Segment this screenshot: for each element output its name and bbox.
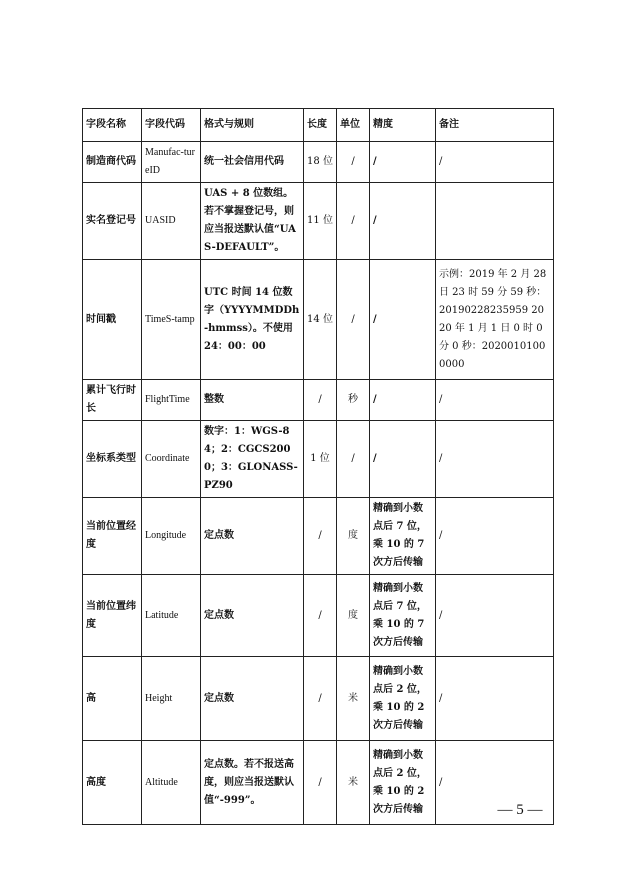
precision-cell: 精确到小数点后 2 位，乘 10 的 2 次方后传输	[370, 741, 436, 825]
table-row	[83, 260, 554, 380]
field-name-cell: 实名登记号	[83, 183, 142, 260]
field-code-cell: TimeS-tamp	[142, 260, 201, 380]
header-field-code: 字段代码	[142, 109, 201, 142]
length-cell: 14 位	[304, 260, 337, 380]
field-code-cell: Latitude	[142, 575, 201, 657]
note-cell: /	[436, 142, 554, 183]
note-cell: /	[436, 741, 554, 825]
field-code-cell: UASID	[142, 183, 201, 260]
length-cell: 11 位	[304, 183, 337, 260]
header-unit: 单位	[337, 109, 370, 142]
rule-cell: UTC 时间 14 位数字（YYYYMMDDh-hmmss）。不使用 24：00：00	[201, 260, 304, 380]
table-row	[83, 421, 554, 498]
rule-cell: 定点数	[201, 575, 304, 657]
note-cell: /	[436, 421, 554, 498]
field-name-cell: 时间戳	[83, 260, 142, 380]
table-row	[83, 183, 554, 260]
field-spec-table	[82, 108, 554, 825]
table-row	[83, 657, 554, 741]
table-row	[83, 498, 554, 575]
unit-cell: 度	[337, 575, 370, 657]
length-cell: 1 位	[304, 421, 337, 498]
unit-cell: /	[337, 260, 370, 380]
field-name-cell: 当前位置经度	[83, 498, 142, 575]
precision-cell: 精确到小数点后 7 位，乘 10 的 7 次方后传输	[370, 575, 436, 657]
page-number: — 5 —	[497, 802, 543, 818]
precision-cell: /	[370, 421, 436, 498]
note-cell	[436, 183, 554, 260]
field-name-cell: 当前位置纬度	[83, 575, 142, 657]
length-cell: /	[304, 498, 337, 575]
unit-cell: 秒	[337, 380, 370, 421]
note-cell: /	[436, 657, 554, 741]
header-field-name: 字段名称	[83, 109, 142, 142]
length-cell: /	[304, 575, 337, 657]
table-row	[83, 142, 554, 183]
precision-cell: /	[370, 183, 436, 260]
rule-cell: 定点数	[201, 657, 304, 741]
field-code-cell: Manufac-tureID	[142, 142, 201, 183]
precision-cell: /	[370, 380, 436, 421]
precision-cell: 精确到小数点后 7 位，乘 10 的 7 次方后传输	[370, 498, 436, 575]
unit-cell: /	[337, 142, 370, 183]
field-name-cell: 高	[83, 657, 142, 741]
field-name-cell: 制造商代码	[83, 142, 142, 183]
rule-cell: 数字：1：WGS-84；2：CGCS2000；3：GLONASS-PZ90	[201, 421, 304, 498]
precision-cell: 精确到小数点后 2 位，乘 10 的 2 次方后传输	[370, 657, 436, 741]
field-name-cell: 高度	[83, 741, 142, 825]
note-cell: /	[436, 498, 554, 575]
unit-cell: /	[337, 421, 370, 498]
table-row	[83, 575, 554, 657]
header-precision: 精度	[370, 109, 436, 142]
note-cell: 示例：2019 年 2 月 28 日 23 时 59 分 59 秒：20190228235959 2020 年 1 月 1 日 0 时 0 分 0 秒：20200101000000	[436, 260, 554, 380]
table-row	[83, 741, 554, 825]
unit-cell: 度	[337, 498, 370, 575]
rule-cell: 整数	[201, 380, 304, 421]
note-cell: /	[436, 380, 554, 421]
note-cell: /	[436, 575, 554, 657]
length-cell: /	[304, 380, 337, 421]
precision-cell: /	[370, 142, 436, 183]
field-code-cell: Altitude	[142, 741, 201, 825]
field-code-cell: Height	[142, 657, 201, 741]
field-code-cell: Longitude	[142, 498, 201, 575]
rule-cell: 定点数	[201, 498, 304, 575]
length-cell: /	[304, 741, 337, 825]
field-name-cell: 坐标系类型	[83, 421, 142, 498]
table-header-row	[83, 109, 554, 142]
unit-cell: /	[337, 183, 370, 260]
unit-cell: 米	[337, 741, 370, 825]
rule-cell: 定点数。若不报送高度，则应当报送默认值“-999”。	[201, 741, 304, 825]
header-note: 备注	[436, 109, 554, 142]
length-cell: /	[304, 657, 337, 741]
field-code-cell: FlightTime	[142, 380, 201, 421]
length-cell: 18 位	[304, 142, 337, 183]
precision-cell: /	[370, 260, 436, 380]
field-name-cell: 累计飞行时长	[83, 380, 142, 421]
table-row	[83, 380, 554, 421]
field-code-cell: Coordinate	[142, 421, 201, 498]
header-length: 长度	[304, 109, 337, 142]
header-format-rule: 格式与规则	[201, 109, 304, 142]
unit-cell: 米	[337, 657, 370, 741]
rule-cell: UAS + 8 位数组。若不掌握登记号，则应当报送默认值“UAS-DEFAULT”。	[201, 183, 304, 260]
rule-cell: 统一社会信用代码	[201, 142, 304, 183]
